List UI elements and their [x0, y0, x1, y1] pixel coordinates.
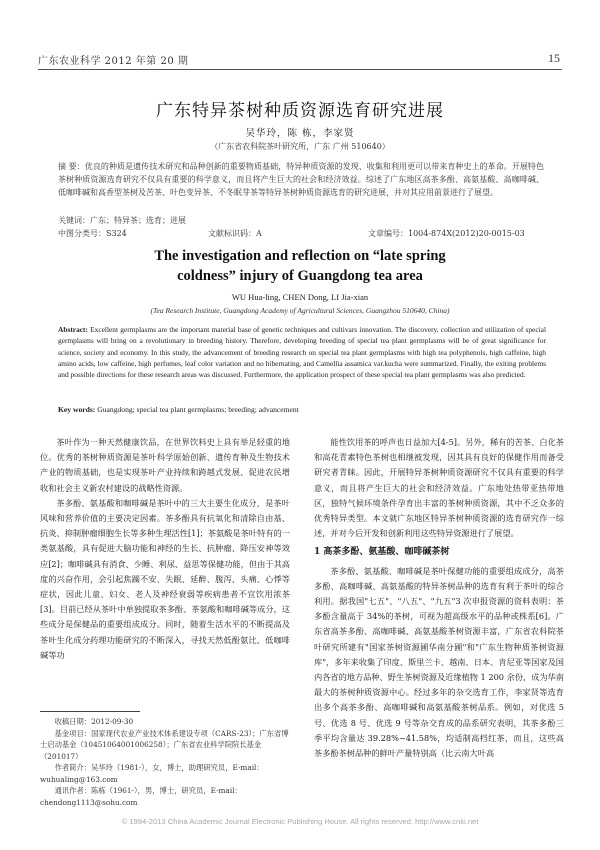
- affiliation-cn: （广东省农科院茶叶研究所，广东 广州 510640）: [210, 142, 390, 151]
- body-column-right: [314, 435, 564, 761]
- abstract-cn: 摘 要：优良的种质是遗传技术研究和品种创新的重要物质基础，特异种质资源的发现、收集和利用更可以带来育种史上的革命。开展特色茶树种质资源选育研究不仅具有重要的科学意义，而且将产生巨大的社会和经济效益。综述了广东地区高茶多酚、高氨基酸、高咖啡碱、低咖啡碱和高香型茶树及苦茶、叶色变异茶、不冬眠芽茶等特异茶树种质资源选育的研究进展，并对其应用前景进行了展望。: [58, 162, 544, 197]
- authors-cn: 吴华玲，陈 栋，李家贤: [245, 128, 355, 139]
- page-number: 15: [548, 51, 560, 65]
- article-title-en: [0, 246, 600, 286]
- keywords-cn: 关键词：广东；特异茶；选育；进展: [58, 216, 186, 225]
- title-en-line-2: coldness” injury of Guangdong tea area: [177, 268, 423, 284]
- document-code: 文献标识码：A: [208, 229, 262, 238]
- keywords-en: [58, 405, 299, 414]
- title-en-line-1: The investigation and reflection on “late spring: [154, 248, 446, 264]
- article-number: 文章编号：1004-874X(2012)20-0015-03: [368, 229, 525, 238]
- body-paragraph: 能性饮用茶的呼声也日益加大[4-5]。另外，稀有的苦茶、白化茶和高花青素特色茶树也相继被发现，因其具有良好的保健作用而备受研究者青睐。因此，开展特异茶树种质资源研究不仅具有重要的科学意义，而且将产生巨大的社会和经济效益。广东地处热带亚热带地区，独特气候环境条件孕育出丰富的茶树种质资源，其中不乏众多的优秀特异类型。本文就广东地区特异茶树种质资源的选育研究作一综述，并对今后开发和创新利用这些特异资源进行了展望。: [314, 437, 564, 539]
- footnote-rule: [40, 711, 140, 712]
- abstract-en-text: Excellent germplasms are the important material base of genetic techniques and cultivars innovation. The discovery, collection and utilization of special germplasms will bring on a revolutionary in breeding history. Therefore, developing breeding of special tea plant germplasms will be of great significance for science, society and economy. In this study, the advancement of breeding research on special tea plant germplasms with high tea polyphenols, high caffeine, high amino acids, low caffeine, high perfumes, leaf color variation and no hibernating, and Camellia assamica var.kucha were summarized. Finally, the exiting problems and possible directions for these research areas was discussed. Furthermore, the application prospect of these special tea plant germplasms was also predicted.: [58, 325, 546, 380]
- header-rule: [38, 69, 562, 70]
- abstract-en-label: Abstract:: [58, 325, 88, 334]
- abstract-en: [58, 324, 546, 380]
- copyright-footer: © 1994-2013 China Academic Journal Electronic Publishing House. All rights reserved. http://www.cnki.net: [121, 817, 479, 826]
- footnote-corresponding: 通讯作者：陈栋（1961-），男，博士，研究员，E-mail：chendong1113@sohu.com: [40, 786, 242, 807]
- body-paragraph: 茶叶作为一种天然健康饮品，在世界饮料史上具有举足轻重的地位。优秀的茶树种质资源是茶叶科学原始创新、遗传育种及生物技术产业的物质基础，也是实现茶叶产业持续和跨越式发展、促进农民增收和社会主义新农村建设的战略性资源。: [40, 437, 290, 493]
- affiliation-en: (Tea Research Institute, Guangdong Academy of Agricultural Sciences, Guangzhou 510640, China): [150, 306, 450, 315]
- body-paragraph: 茶多酚、氨基酸和咖啡碱是茶叶中的三大主要生化成分，是茶叶风味和营养价值的主要决定因素。茶多酚具有抗氧化和清除自由基、抗炎、抑制肿瘤细胞生长等多种生理活性[1]；茶氨酸是茶叶特有的一类氨基酸，具有促进大脑功能和神经的生长、抗肿瘤、降压安神等效应[2]；咖啡碱具有消食、少睡、利尿、益思等保健功能，但由于其高度的兴奋作用，会引起焦躁不安、失眠、延醉、腹泻、头痛、心悸等症状，因此儿童、妇女、老人及神经衰弱等疾病患者不宜饮用浓茶[3]。目前已经从茶叶中单独提取茶多酚、茶氨酸和咖啡碱等成分，这些成分是保健品的重要组成成分。同时，随着生活水平的不断提高及茶叶生化成分药理功能研究的不断深入，寻找天然低酚氨比、低咖啡碱等功: [40, 497, 290, 660]
- section-heading: 1 高茶多酚、氨基酸、咖啡碱茶树: [314, 547, 450, 558]
- clc-number: 中图分类号：S324: [58, 229, 127, 238]
- footnote-author: 作者简介：吴华玲（1981-），女，博士，助理研究员，E-mail：wuhualing@163.com: [40, 763, 264, 784]
- authors-en: WU Hua-ling, CHEN Dong, LI Jia-xian: [231, 292, 369, 302]
- article-title-cn: 广东特异茶树种质资源选育研究进展: [156, 101, 444, 121]
- classification-line: [58, 228, 544, 239]
- footnote-funding: 基金项目：国家现代农业产业技术体系建设专项（CARS-23）；广东省博士启动基金（10451064001006258）；广东省农业科学院院长基金（201017）: [40, 728, 289, 761]
- footnotes: [40, 716, 290, 808]
- keywords-en-label: Key words:: [58, 405, 96, 414]
- body-paragraph: 茶多酚、氨基酸、咖啡碱是茶叶保健功能的重要组成成分，高茶多酚、高咖啡碱、高氨基酸的特异茶树品种的选育有利于茶叶的综合利用。据我国"七五"、"八五"、"九五"3 次申报资源的资料表明：茶多酚含量高于 34%的茶树，可视为超高级水平的品种或株系[6]。广东省高茶多酚、高咖啡碱、高氨基酸茶树资源丰富，广东省农科院茶叶研究所建有"国家茶树资源圃华南分圃"和"广东生物种质茶树资源库"，多年来收集了印度、斯里兰卡、越南、日本、肯尼亚等国家及国内各省的地方品种、野生茶树资源及近缘植物 1 200 余份，成为华南最大的茶树种质资源中心。经过多年的杂交选育工作，李家贤等选育出多个高茶多酚、高咖啡碱和高氨基酸茶树品系。例如，对优选 5 号、优选 8 号、优选 9 号等杂交育成的品系研究表明，其茶多酚三季平均含量达 39.28%~41.58%，均适制高档红茶，而且，这些高茶多酚茶树品种的鲜叶产量特别高（比云南大叶高: [314, 565, 564, 759]
- running-header-journal: 广东农业科学 2012 年第 20 期: [38, 56, 189, 67]
- keywords-en-text: Guangdong; special tea plant germplasms; breeding; advancement: [95, 405, 299, 414]
- body-column-left: [40, 435, 290, 663]
- footnote-received: 收稿日期：2012-09-30: [54, 717, 134, 726]
